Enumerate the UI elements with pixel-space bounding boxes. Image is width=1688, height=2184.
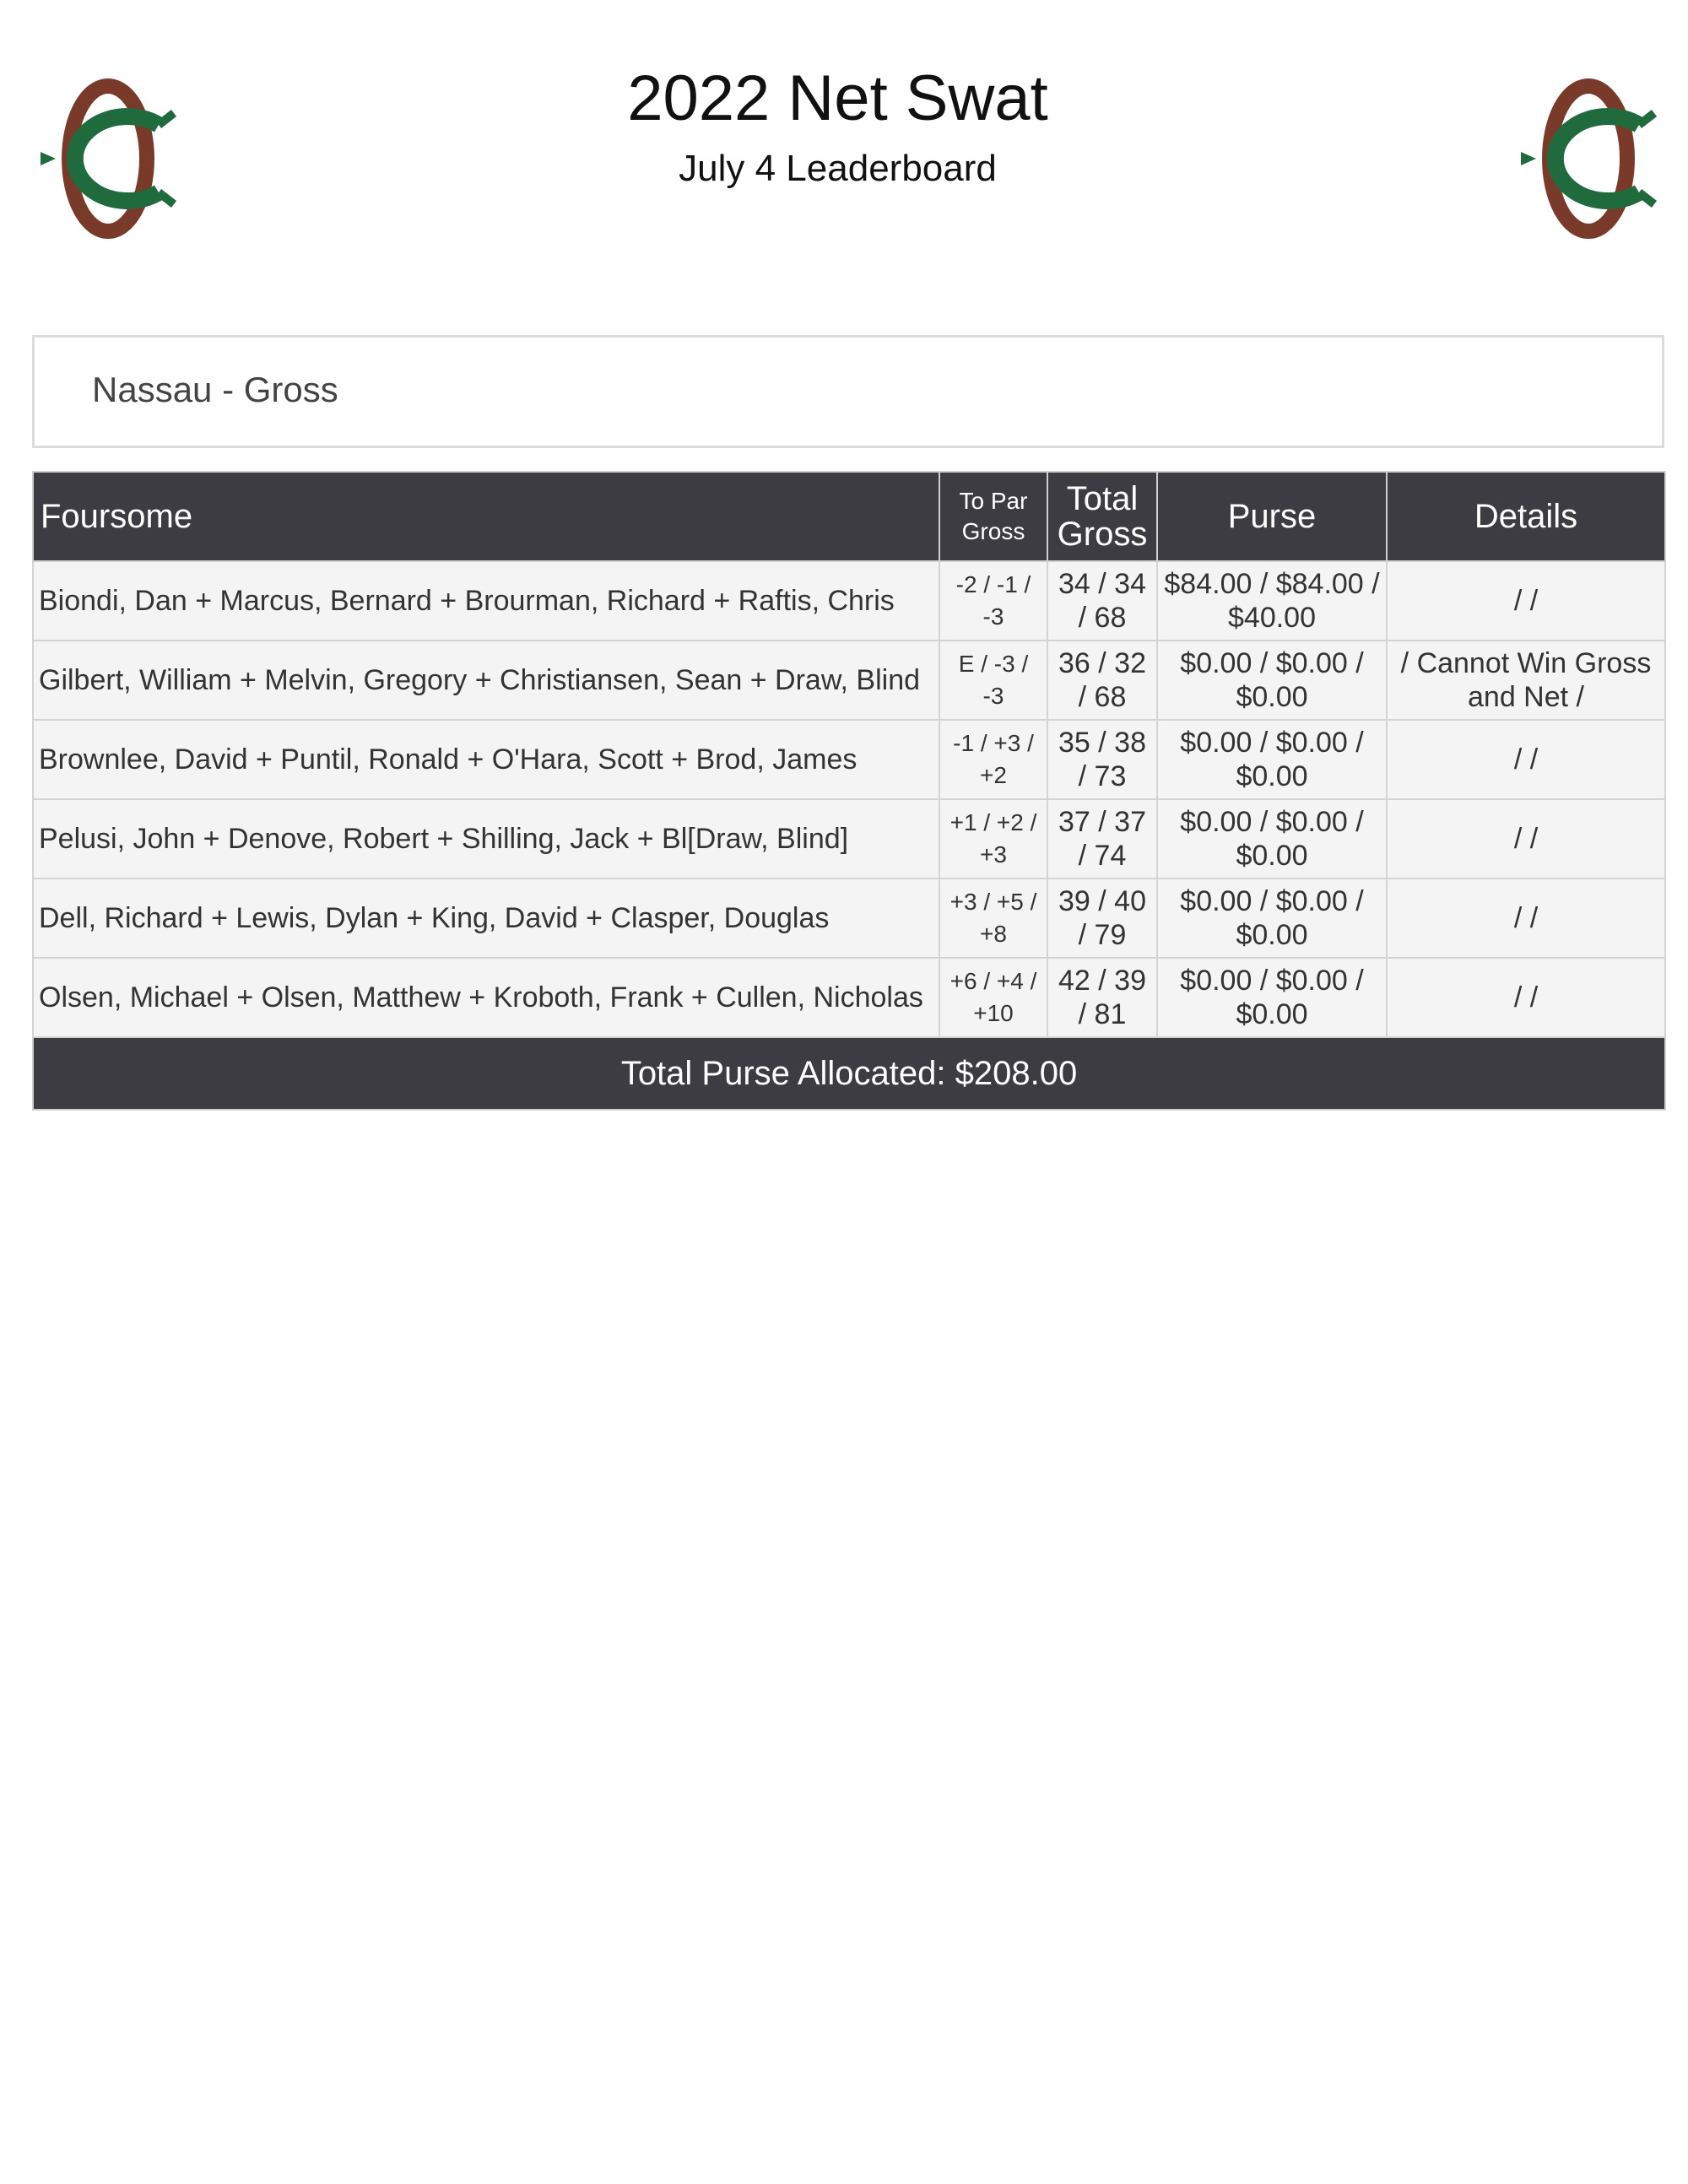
foursome-cell: Olsen, Michael + Olsen, Matthew + Kroboth, Frank + Cullen, Nicholas (33, 958, 939, 1037)
foursome-cell: Brownlee, David + Puntil, Ronald + O'Hara, Scott + Brod, James (33, 720, 939, 799)
table-row (33, 799, 1665, 878)
table-row (33, 720, 1665, 799)
details-cell: / / (1387, 720, 1665, 799)
total-gross-cell: 36 / 32 / 68 (1047, 641, 1157, 720)
col-header-foursome: Foursome (33, 472, 939, 561)
col-header-purse: Purse (1157, 472, 1387, 561)
club-logo-right (1512, 66, 1664, 251)
details-cell: / / (1387, 958, 1665, 1037)
table-row (33, 641, 1665, 720)
total-gross-cell: 37 / 37 / 74 (1047, 799, 1157, 878)
to-par-gross-cell: -1 / +3 / +2 (939, 720, 1047, 799)
purse-cell: $0.00 / $0.00 / $0.00 (1157, 720, 1387, 799)
total-purse-allocated: Total Purse Allocated: $208.00 (33, 1037, 1665, 1110)
foursome-cell: Gilbert, William + Melvin, Gregory + Christiansen, Sean + Draw, Blind (33, 641, 939, 720)
total-gross-cell: 42 / 39 / 81 (1047, 958, 1157, 1037)
leaderboard-table (32, 471, 1666, 1111)
oc-monogram-icon (1512, 66, 1664, 251)
to-par-gross-cell: E / -3 / -3 (939, 641, 1047, 720)
purse-cell: $0.00 / $0.00 / $0.00 (1157, 878, 1387, 958)
foursome-cell: Biondi, Dan + Marcus, Bernard + Brourman, Richard + Raftis, Chris (33, 561, 939, 641)
purse-cell: $0.00 / $0.00 / $0.00 (1157, 641, 1387, 720)
total-gross-cell: 34 / 34 / 68 (1047, 561, 1157, 641)
purse-cell: $84.00 / $84.00 / $40.00 (1157, 561, 1387, 641)
total-gross-cell: 39 / 40 / 79 (1047, 878, 1157, 958)
total-purse-row (33, 1037, 1665, 1110)
details-cell: / Cannot Win Gross and Net / (1387, 641, 1665, 720)
to-par-gross-cell: +1 / +2 / +3 (939, 799, 1047, 878)
details-cell: / / (1387, 878, 1665, 958)
foursome-cell: Dell, Richard + Lewis, Dylan + King, David + Clasper, Douglas (33, 878, 939, 958)
table-row (33, 958, 1665, 1037)
to-par-gross-cell: +6 / +4 / +10 (939, 958, 1047, 1037)
col-header-total-gross: Total Gross (1047, 472, 1157, 561)
table-header-row (33, 472, 1665, 561)
to-par-gross-cell: -2 / -1 / -3 (939, 561, 1047, 641)
page-subtitle: July 4 Leaderboard (679, 148, 997, 189)
purse-cell: $0.00 / $0.00 / $0.00 (1157, 958, 1387, 1037)
to-par-gross-cell: +3 / +5 / +8 (939, 878, 1047, 958)
col-header-details: Details (1387, 472, 1665, 561)
page-title: 2022 Net Swat (627, 62, 1048, 134)
table-row (33, 561, 1665, 641)
section-header (32, 335, 1664, 448)
table-row (33, 878, 1665, 958)
col-header-to-par-gross: To Par Gross (939, 472, 1047, 561)
details-cell: / / (1387, 799, 1665, 878)
total-gross-cell: 35 / 38 / 73 (1047, 720, 1157, 799)
purse-cell: $0.00 / $0.00 / $0.00 (1157, 799, 1387, 878)
section-title: Nassau - Gross (92, 370, 338, 409)
foursome-cell: Pelusi, John + Denove, Robert + Shilling, Jack + Bl[Draw, Blind] (33, 799, 939, 878)
details-cell: / / (1387, 561, 1665, 641)
